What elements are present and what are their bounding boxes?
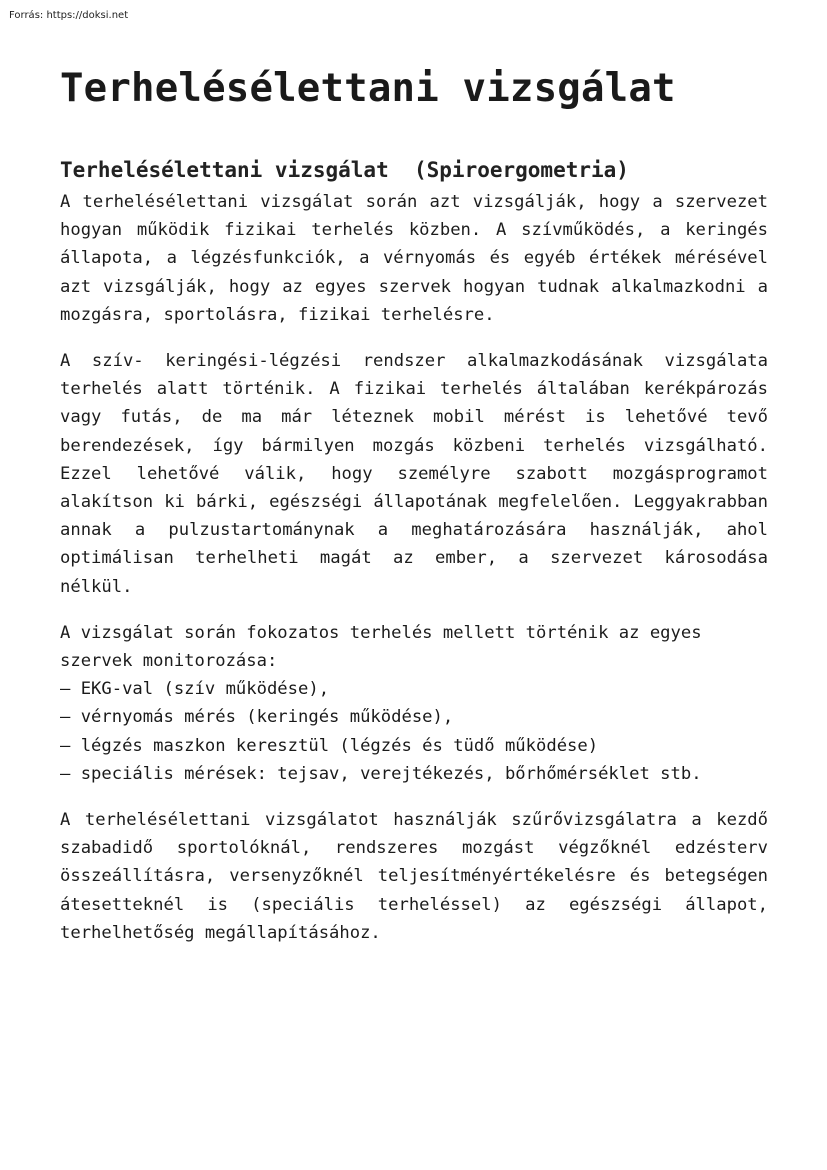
paragraph-intro: A terhelésélettani vizsgálat során azt vizsgálják, hogy a szervezet hogyan működik fizikai terhelés közben. A szívműködés, a keringés állapota, a légzésfunkciók, a vérnyomás és egyéb értékek mérésével azt vizsgálják, hogy az egyes szervek hogyan tudnak alkalmazkodni a mozgásra, sportolásra, fizikai terhelésre. (60, 192, 768, 325)
page-title: Terhelésélettani vizsgálat (60, 66, 676, 111)
list-item: – vérnyomás mérés (keringés működése), (60, 707, 454, 728)
document-body (60, 64, 768, 947)
list-item: – légzés maszkon keresztül (légzés és tüdő működése) (60, 735, 599, 756)
section-heading: Terhelésélettani vizsgálat (Spiroergometria) (60, 158, 629, 182)
paragraph-adaptation: A szív- keringési-légzési rendszer alkalmazkodásának vizsgálata terhelés alatt történik. A fizikai terhelés általában kerékpározás vagy futás, de ma már léteznek mobil mérést is lehetővé tevő berendezések, így bármilyen mozgás közbeni terhelés vizsgálható. Ezzel lehetővé válik, hogy személyre szabott mozgásprogramot alakítson ki bárki, egészségi állapotának megfelelően. Leggyakrabban annak a pulzustartománynak a meghatározására használják, ahol optimálisan terhelheti magát az ember, a szervezet károsodása nélkül. (60, 351, 768, 597)
list-item: – speciális mérések: tejsav, verejtékezés, bőrhőmérséklet stb. (60, 763, 702, 784)
paragraph-usage: A terhelésélettani vizsgálatot használják szűrővizsgálatra a kezdő szabadidő sportolóknál, rendszeres mozgást végzőknél edzésterv összeállításra, versenyzőknél teljesítményértékelésre és betegségen átesetteknél is (speciális terheléssel) az egészségi állapot, terhelhetőség megállapításához. (60, 810, 768, 943)
monitoring-block (60, 619, 768, 675)
source-note: Forrás: https://doksi.net (9, 10, 129, 21)
paragraph-monitoring-intro: A vizsgálat során fokozatos terhelés mellett történik az egyes szervek monitorozása: (60, 622, 702, 672)
monitoring-list (60, 675, 768, 788)
list-item: – EKG-val (szív működése), (60, 679, 330, 700)
